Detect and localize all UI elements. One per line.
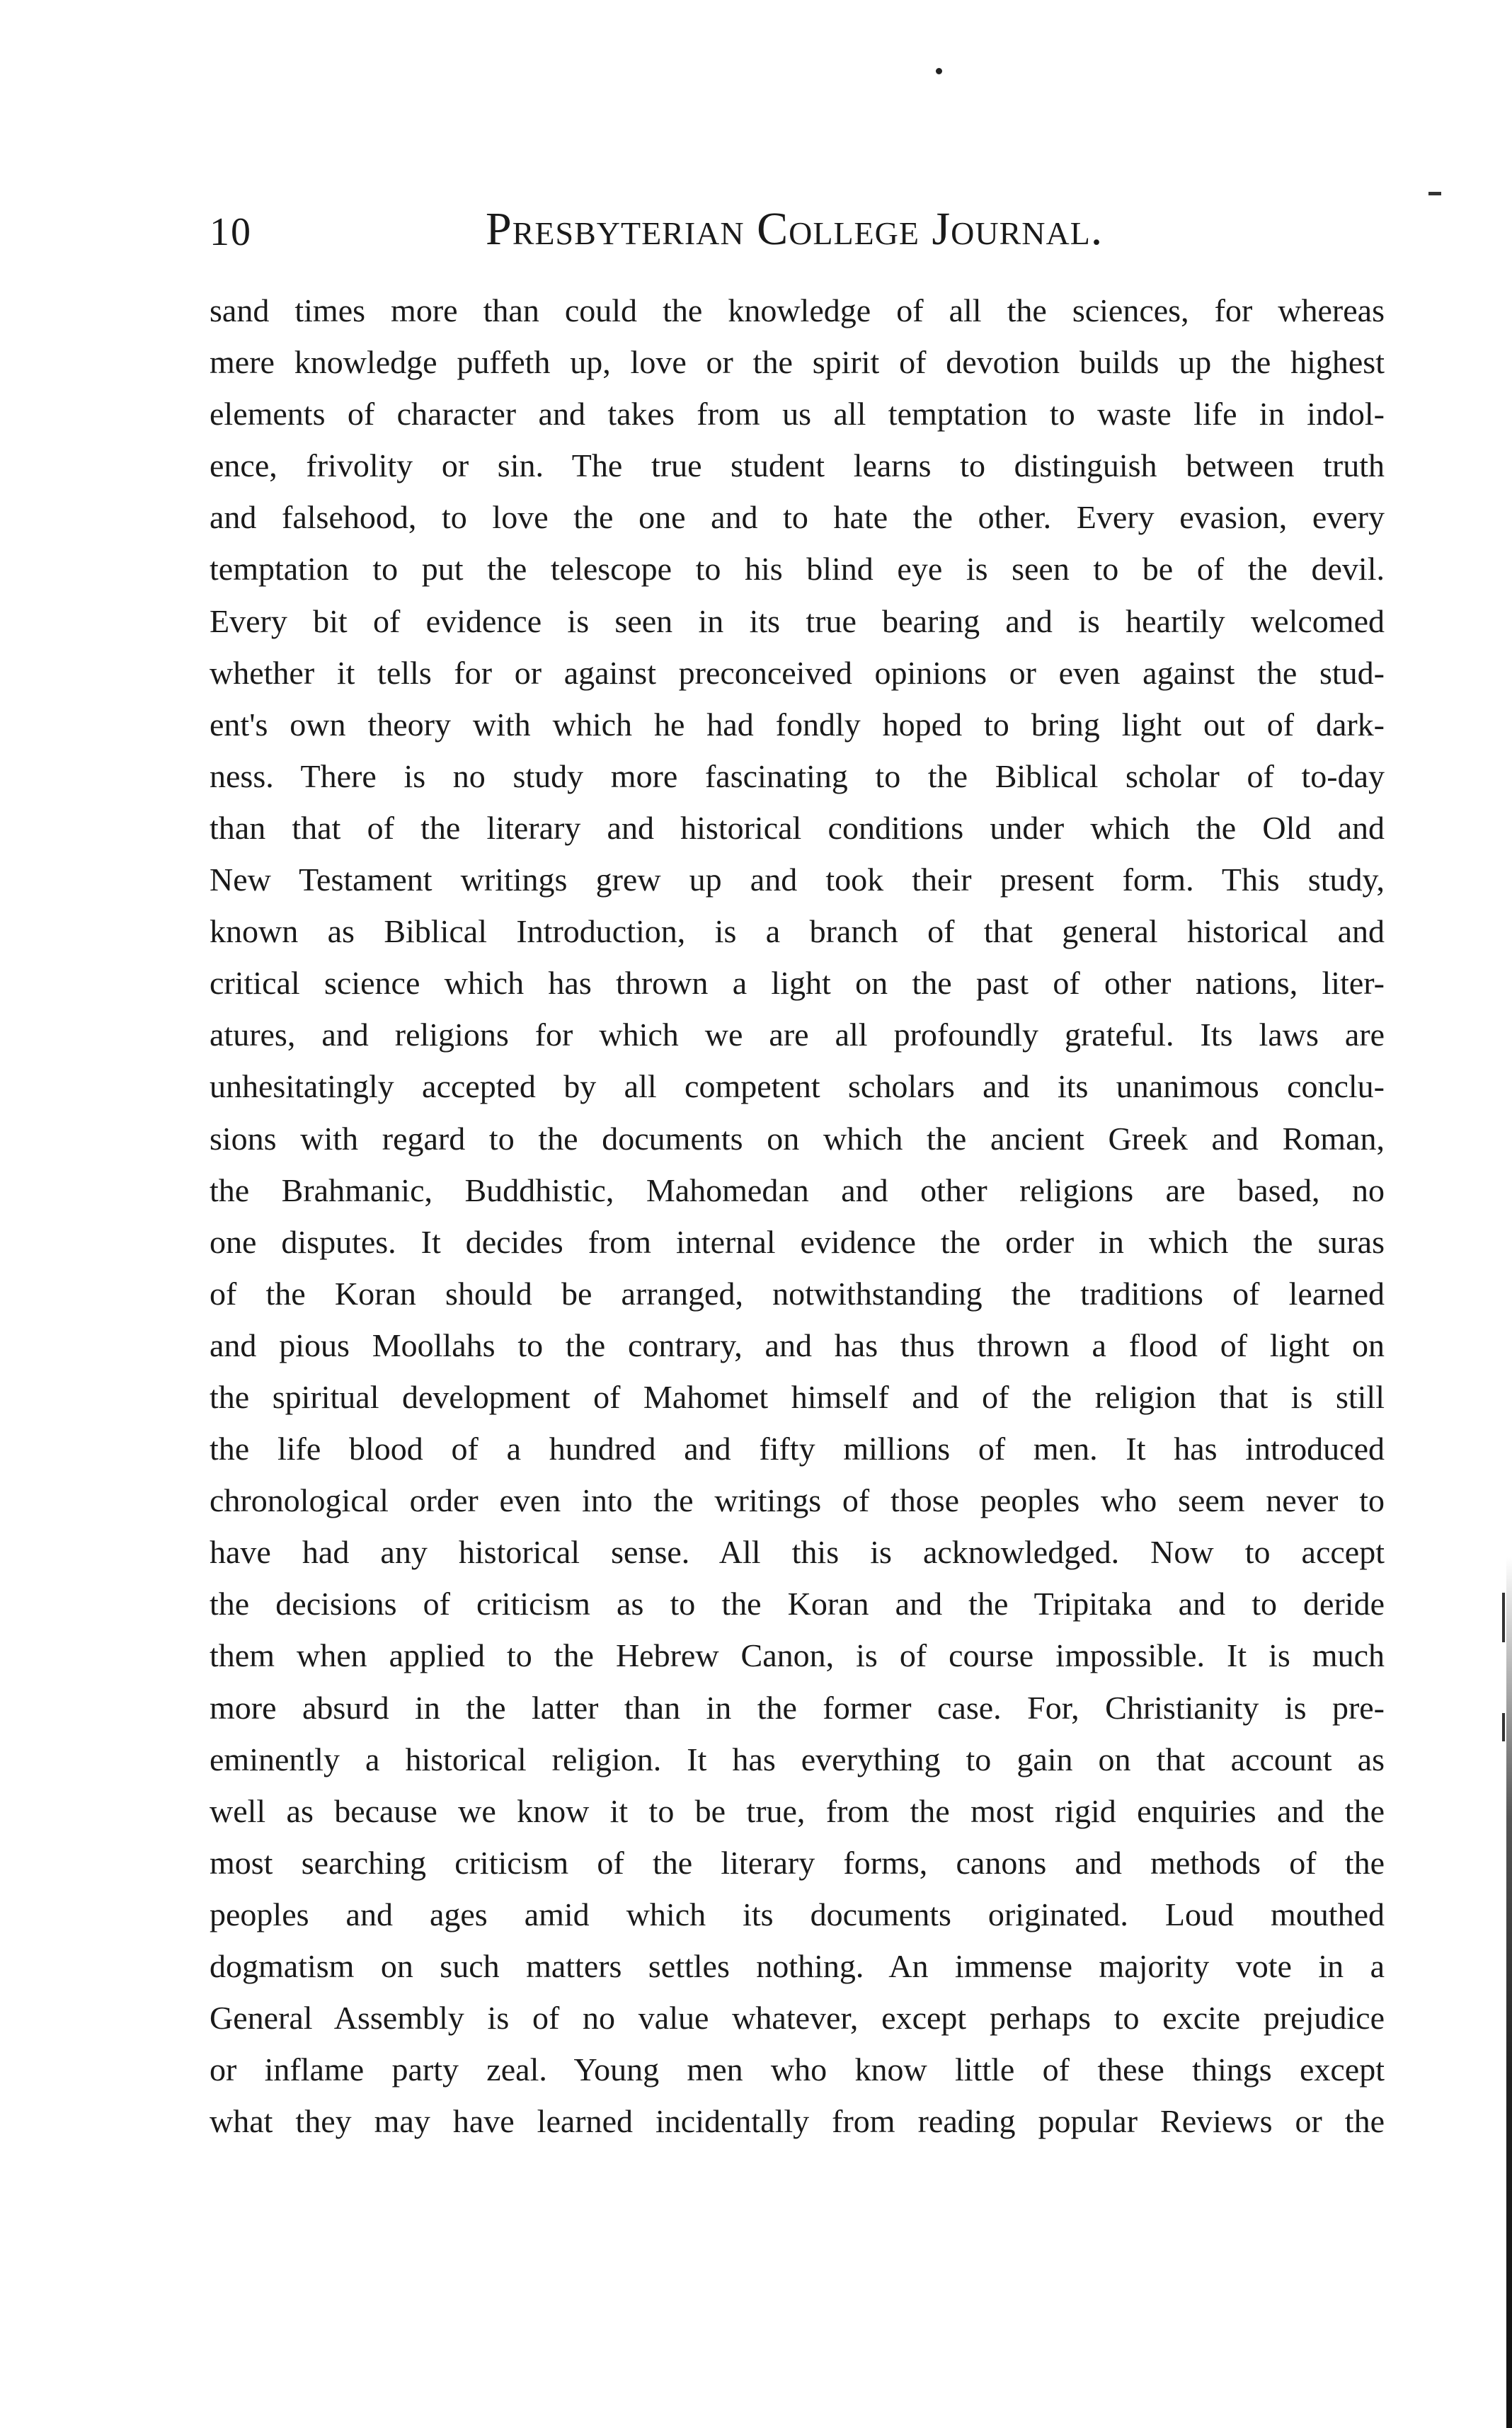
running-title: Presbyterian College Journal.	[486, 203, 1104, 255]
text-line: or inflame party zeal. Young men who know little of these things except	[210, 2051, 1385, 2088]
text-line: and falsehood, to love the one and to hate the other. Every evasion, every	[210, 499, 1385, 536]
text-line: than that of the literary and historical conditions under which the Old and	[210, 809, 1385, 846]
text-line: mere knowledge puffeth up, love or the spirit of devotion builds up the highest	[210, 344, 1385, 381]
text-line: whether it tells for or against preconceived opinions or even against the stud-	[210, 654, 1385, 691]
text-line: one disputes. It decides from internal evidence the order in which the suras	[210, 1223, 1385, 1260]
text-line: the spiritual development of Mahomet himself and of the religion that is still	[210, 1378, 1385, 1415]
text-line: well as because we know it to be true, from the most rigid enquiries and the	[210, 1792, 1385, 1829]
text-line: more absurd in the latter than in the former case. For, Christianity is pre-	[210, 1689, 1385, 1726]
text-line: and pious Moollahs to the contrary, and has thus thrown a flood of light on	[210, 1327, 1385, 1363]
page-number: 10	[210, 210, 252, 254]
text-line: have had any historical sense. All this is acknowledged. Now to accept	[210, 1534, 1385, 1571]
text-line: the life blood of a hundred and fifty millions of men. It has introduced	[210, 1431, 1385, 1467]
text-line: peoples and ages amid which its documents originated. Loud mouthed	[210, 1896, 1385, 1932]
text-line: ent's own theory with which he had fondly hoped to bring light out of dark-	[210, 706, 1385, 743]
text-line: known as Biblical Introduction, is a branch of that general historical and	[210, 913, 1385, 950]
binding-speck	[1502, 1713, 1505, 1741]
text-line: sions with regard to the documents on which the ancient Greek and Roman,	[210, 1120, 1385, 1157]
text-line: them when applied to the Hebrew Canon, is of course impossible. It is much	[210, 1637, 1385, 1674]
text-line: the Brahmanic, Buddhistic, Mahomedan and other religions are based, no	[210, 1172, 1385, 1208]
text-line: General Assembly is of no value whatever, except perhaps to excite prejudice	[210, 2000, 1385, 2037]
text-line: atures, and religions for which we are all profoundly grateful. Its laws are	[210, 1017, 1385, 1053]
page-header	[210, 202, 1385, 266]
text-line: the decisions of criticism as to the Koran and the Tripitaka and to deride	[210, 1586, 1385, 1622]
binding-speck	[1502, 1593, 1505, 1642]
ink-dash	[1428, 192, 1441, 195]
text-line: ness. There is no study more fascinating to the Biblical scholar of to-day	[210, 757, 1385, 794]
text-line: of the Koran should be arranged, notwithstanding the traditions of learned	[210, 1275, 1385, 1312]
text-line: Every bit of evidence is seen in its true bearing and is heartily welcomed	[210, 602, 1385, 639]
text-line: ence, frivolity or sin. The true student learns to distinguish between truth	[210, 447, 1385, 484]
text-line: chronological order even into the writings of those peoples who seem never to	[210, 1482, 1385, 1519]
text-line: unhesitatingly accepted by all competent scholars and its unanimous conclu-	[210, 1068, 1385, 1105]
body-text	[210, 285, 1385, 2147]
text-line: what they may have learned incidentally from reading popular Reviews or the	[210, 2103, 1385, 2140]
text-line: eminently a historical religion. It has everything to gain on that account as	[210, 1741, 1385, 1777]
text-line: most searching criticism of the literary forms, canons and methods of the	[210, 1844, 1385, 1881]
binding-edge-shadow	[1506, 1557, 1512, 2428]
text-line: dogmatism on such matters settles nothing. An immense majority vote in a	[210, 1948, 1385, 1984]
text-line: temptation to put the telescope to his blind eye is seen to be of the devil.	[210, 551, 1385, 588]
text-line: sand times more than could the knowledge of all the sciences, for whereas	[210, 292, 1385, 328]
ink-dot	[936, 68, 942, 74]
text-line: elements of character and takes from us all temptation to waste life in indol-	[210, 396, 1385, 433]
text-line: critical science which has thrown a light on the past of other nations, liter-	[210, 965, 1385, 1002]
text-line: New Testament writings grew up and took their present form. This study,	[210, 861, 1385, 898]
